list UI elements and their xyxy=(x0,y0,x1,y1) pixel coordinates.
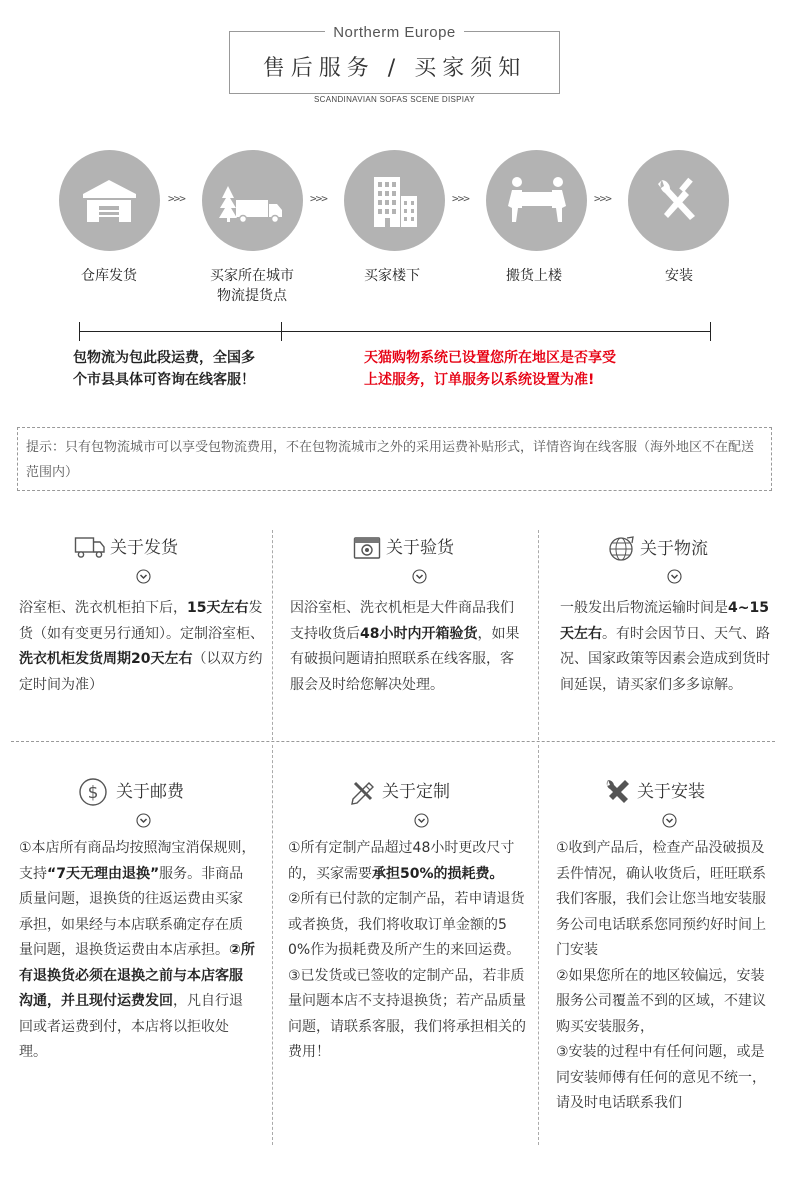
chevron-down-icon xyxy=(136,813,151,828)
flow-arrow: >>> xyxy=(452,192,469,205)
page-title: 售后服务 / 买家须知 xyxy=(262,56,527,81)
section-title-custom: 关于定制 xyxy=(349,778,479,806)
step-label: 仓库发货 xyxy=(81,268,137,284)
divider xyxy=(11,741,775,742)
section-title-install: 关于安装 xyxy=(603,778,733,806)
step-label: 搬货上楼 xyxy=(506,268,562,284)
step-warehouse xyxy=(59,150,160,251)
header-subtitle: SCANDINAVIAN SOFAS SCENE DISPIAY xyxy=(308,95,481,104)
tools-icon xyxy=(628,150,729,251)
warehouse-icon xyxy=(59,150,160,251)
truck-icon xyxy=(74,534,106,560)
section-title-inspection: 关于验货 xyxy=(353,534,483,562)
chevron-down-icon xyxy=(412,569,427,584)
step-city-pickup xyxy=(202,150,303,251)
svg-text:$: $ xyxy=(87,783,99,803)
header-box xyxy=(229,24,560,104)
pencil-ruler-icon xyxy=(349,777,377,805)
system-setting-note: 天猫购物系统已设置您所在地区是否享受 上述服务，订单服务以系统设置为准! xyxy=(364,350,616,388)
section-body-custom: ①所有定制产品超过48小时更改尺寸的，买家需要承担50%的损耗费。 ②所有已付款的定制产品，若申请退货或者换货，我们将收取订单金额的50%作为损耗费及所产生的来回运费。 ③已发货或已签收的定制产品，若非质量问题本店不支持退换货；若产品质量问题，请联系客服，我们将承担相关的费用！ xyxy=(288,840,526,1060)
timeline-line xyxy=(79,331,711,332)
globe-icon xyxy=(607,535,635,563)
divider xyxy=(538,745,539,1145)
step-label: 安装 xyxy=(665,268,693,284)
chevron-down-icon xyxy=(667,569,682,584)
section-body-install: ①收到产品后，检查产品没破损及丢件情况，确认收货后，旺旺联系我们客服，我们会让您当地安装服务公司电话联系您同预约好时间上门安装 ②如果您所在的地区较偏远，安装服务公司覆盖不到的区域，不建议购买安装服务， ③安装的过程中有任何问题，或是同安装师傅有任何的意见不统一，请及时电话联系我们 xyxy=(556,840,766,1111)
step-label: 买家楼下 xyxy=(364,268,420,284)
section-body-postage: ①本店所有商品均按照淘宝消保规则，支持“7天无理由退换”服务。非商品质量问题，退换货的往返运费由买家承担，如果经与本店联系确定存在质量问题，退换货运费由本店承担。②所有退换货必须在退换之前与本店客服沟通，并且现付运费发回，凡自行退回或者运费到付，本店将以拒收处理。 xyxy=(19,840,256,1060)
building-icon xyxy=(344,150,445,251)
section-body-logistics: 一般发出后物流运输时间是4~15天左右。有时会因节日、天气、路况、国家政策等因素会造成到货时间延误，请买家们多多谅解。 xyxy=(560,600,770,693)
divider xyxy=(272,530,273,740)
section-title-logistics: 关于物流 xyxy=(607,535,737,563)
header-eyebrow: Northerm Europe xyxy=(325,24,464,41)
tip-box: 提示：只有包物流城市可以享受包物流费用，不在包物流城市之外的采用运费补贴形式，详情咨询在线客服（海外地区不在配送范围内） xyxy=(17,427,772,491)
wrench-screwdriver-icon xyxy=(603,777,631,805)
dollar-icon xyxy=(78,777,108,807)
divider xyxy=(538,530,539,740)
section-body-inspection: 因浴室柜、洗衣机柜是大件商品我们支持收货后48小时内开箱验货，如果有破损问题请拍照联系在线客服，客服会及时给您解决处理。 xyxy=(290,600,520,693)
flow-arrow: >>> xyxy=(310,192,327,205)
movers-carrying-icon xyxy=(486,150,587,251)
flow-arrow: >>> xyxy=(168,192,185,205)
chevron-down-icon xyxy=(414,813,429,828)
step-install xyxy=(628,150,729,251)
chevron-down-icon xyxy=(136,569,151,584)
step-carry-upstairs xyxy=(486,150,587,251)
divider xyxy=(272,745,273,1145)
shipping-coverage-note: 包物流为包此段运费，全国多 个市县具体可咨询在线客服！ xyxy=(73,350,255,388)
step-downstairs xyxy=(344,150,445,251)
camera-icon xyxy=(353,535,381,561)
delivery-truck-icon xyxy=(202,150,303,251)
timeline-tick xyxy=(79,322,80,341)
section-title-postage: $ 关于邮费 xyxy=(78,778,208,806)
flow-arrow: >>> xyxy=(594,192,611,205)
section-body-shipping: 浴室柜、洗衣机柜拍下后，15天左右发货（如有变更另行通知）。定制浴室柜、洗衣机柜发货周期20天左右（以双方约定时间为准） xyxy=(19,600,264,693)
section-title-shipping: 关于发货 xyxy=(74,534,204,562)
chevron-down-icon xyxy=(662,813,677,828)
timeline-tick xyxy=(281,322,282,341)
timeline-tick xyxy=(710,322,711,341)
step-label: 买家所在城市 物流提货点 xyxy=(210,268,294,304)
